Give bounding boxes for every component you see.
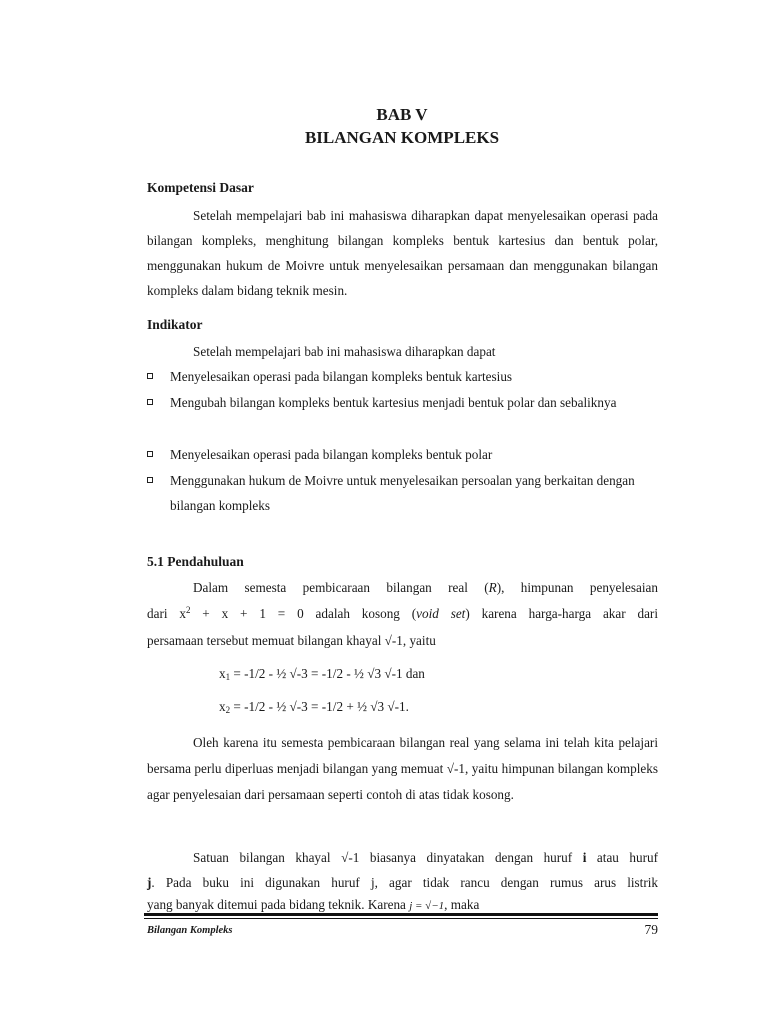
formula-j: j = √−1: [409, 900, 445, 912]
checkbox-bullet-icon: [147, 451, 153, 457]
chapter-number: BAB V: [376, 105, 428, 124]
footer-title: Bilangan Kompleks: [147, 925, 233, 936]
page-number: 79: [644, 922, 658, 937]
section-p3-line2: j. Pada buku ini digunakan huruf j, agar tidak rancu dengan rumus arus listrik: [147, 875, 658, 890]
checkbox-bullet-icon: [147, 477, 153, 483]
section-p1-line3: persamaan tersebut memuat bilangan khayal √-1, yaitu: [147, 633, 436, 648]
footer-rule-thin: [144, 918, 658, 919]
indikator-heading: Indikator: [147, 317, 203, 332]
section-p1-line2: dari $x^2 + x + 1 = 0$ adalah kosong (void set) karena harga-harga akar dari: [147, 605, 658, 621]
kompetensi-heading: Kompetensi Dasar: [147, 180, 254, 195]
indikator-item-text: Menyelesaikan operasi pada bilangan kompleks bentuk kartesius: [170, 369, 513, 384]
kompetensi-paragraph: Setelah mempelajari bab ini mahasiswa diharapkan dapat menyelesaikan operasi pada bilangan kompleks, menghitung bilangan kompleks bentuk kartesius dan bentuk polar, menggunakan hukum de Moivre untuk menyelesaikan persamaan dan menggunakan bilangan kompleks dalam bidang teknik mesin.: [147, 208, 658, 298]
section-p1-line1: Dalam semesta pembicaraan bilangan real (R), himpunan penyelesaian: [193, 580, 658, 595]
section-heading: 5.1 Pendahuluan: [147, 554, 244, 569]
indikator-item-text: Menggunakan hukum de Moivre untuk menyelesaikan persoalan yang berkaitan dengan bilangan kompleks: [170, 473, 635, 513]
equation-x1: $x_1 = -1/2$ - ½ √-3 = -1/2 - ½ √3 √-1 dan: [219, 666, 425, 682]
chapter-title: BILANGAN KOMPLEKS: [304, 128, 500, 147]
indikator-item-text: Mengubah bilangan kompleks bentuk kartesius menjadi bentuk polar dan sebaliknya: [170, 395, 617, 410]
section-paragraph-2: Oleh karena itu semesta pembicaraan bilangan real yang selama ini telah kita pelajari bersama perlu diperluas menjadi bilangan yang memuat √-1, yaitu himpunan bilangan kompleks agar penyelesaian dari persamaan seperti contoh di atas tidak kosong.: [147, 735, 658, 802]
section-p3-line3: yang banyak ditemui pada bidang teknik. Karena j = √−1, maka: [147, 897, 480, 912]
checkbox-bullet-icon: [147, 373, 153, 379]
indikator-item-text: Menyelesaikan operasi pada bilangan kompleks bentuk polar: [170, 447, 493, 462]
equation-x2: $x_2 = -1/2$ - ½ √-3 = -1/2 + ½ √3 √-1.: [219, 699, 409, 715]
indikator-intro: Setelah mempelajari bab ini mahasiswa diharapkan dapat: [193, 344, 496, 359]
footer-rule-thick: [144, 913, 658, 916]
section-p3-line1: Satuan bilangan khayal √-1 biasanya dinyatakan dengan huruf i atau huruf: [193, 850, 658, 865]
checkbox-bullet-icon: [147, 399, 153, 405]
